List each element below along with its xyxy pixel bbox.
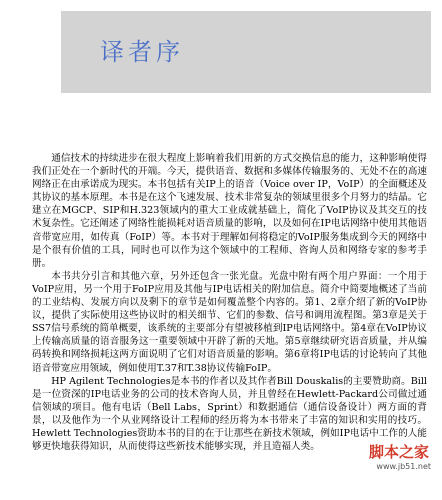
paragraph-2: 本书共分引言和其他六章，另外还包含一张光盘。光盘中附有两个用户界面：一个用于VoIP应用，另一个用于FoIP应用及其他与IP电话相关的附加信息。简介中简要地概述了当前的工业结构、发展方向以及剩下的章节是如何覆盖整个内容的。第1、2章介绍了新的VoIP协议，提供了实际使用这些协议时的相关细节、它们的参数、信号和调用流程图。第3章是关于SS7信号系统的简单概要，该系统的主要部分有望被移植到IP电话网络中。第4章在VoIP协议上传输高质量的语音服务这一重要领域中开辟了新的天地。第5章继续研究语音质量，并从编码转换和网络损耗这两方面说明了它们对语音质量的影响。第6章将IP电话的讨论转向了其他语音带宽应用领域，例如使用T.37和T.38协议传输FoIP。 [32,270,427,374]
paragraph-3: HP Agilent Technologies是本书的作者以及其作者Bill Douskalis的主要赞助商。Bill是一位资深的IP电话业务的公司的技术咨询人员，并且曾经在Hewlett-Packard公司做过通信领域的项目。他有电话（Bell Labs，Sprint）和数据通信（通信设备设计）两方面的背景，以及他作为一个从业网络设计工程师的经历将为本书带来了丰富的知识和实用的技巧。Hewlett Technologies资助本书的目的在于让那些在新技术领域，例如IP电话中工作的人能够更快地获得知识，从而使得这些新技术能够实现，并且造福人类。 [32,375,427,453]
page-title: 译者序 [100,38,184,66]
watermark-logo-text: 脚本之家 [368,443,429,461]
watermark-url: www.jb51.net [376,462,431,471]
paragraph-1: 通信技术的持续进步在很大程度上影响着我们用新的方式交换信息的能力，这种影响使得我们正处在一个新时代的开端。今天，提供语音、数据和多媒体传输服务的、无处不在的高速网络正在由承诺成为现实。本书包括有关IP上的语音（Voice over IP，VoIP）的全面概述及其协议的基本原理。本书是在这个飞速发展、技术非常复杂的领域里很多个月努力的结晶。它建立在MGCP、SIP和H.323领域内的重大工业成就基础上，简化了VoIP协议及其交互的技术复杂性。它还阐述了网络性能损耗对语音质量的影响，以及如何在IP电话网络中使用其他语音带宽应用，如传真（FoIP）等。本书对于理解如何将稳定的VoIP服务集成到今天的网络中是个很有价值的工具，同时也可以作为这个领域中的工程师、咨询人员和网络专家的参考手册。 [32,153,427,269]
title-banner [61,11,431,93]
preface-body [32,152,427,453]
site-watermark [329,441,435,477]
